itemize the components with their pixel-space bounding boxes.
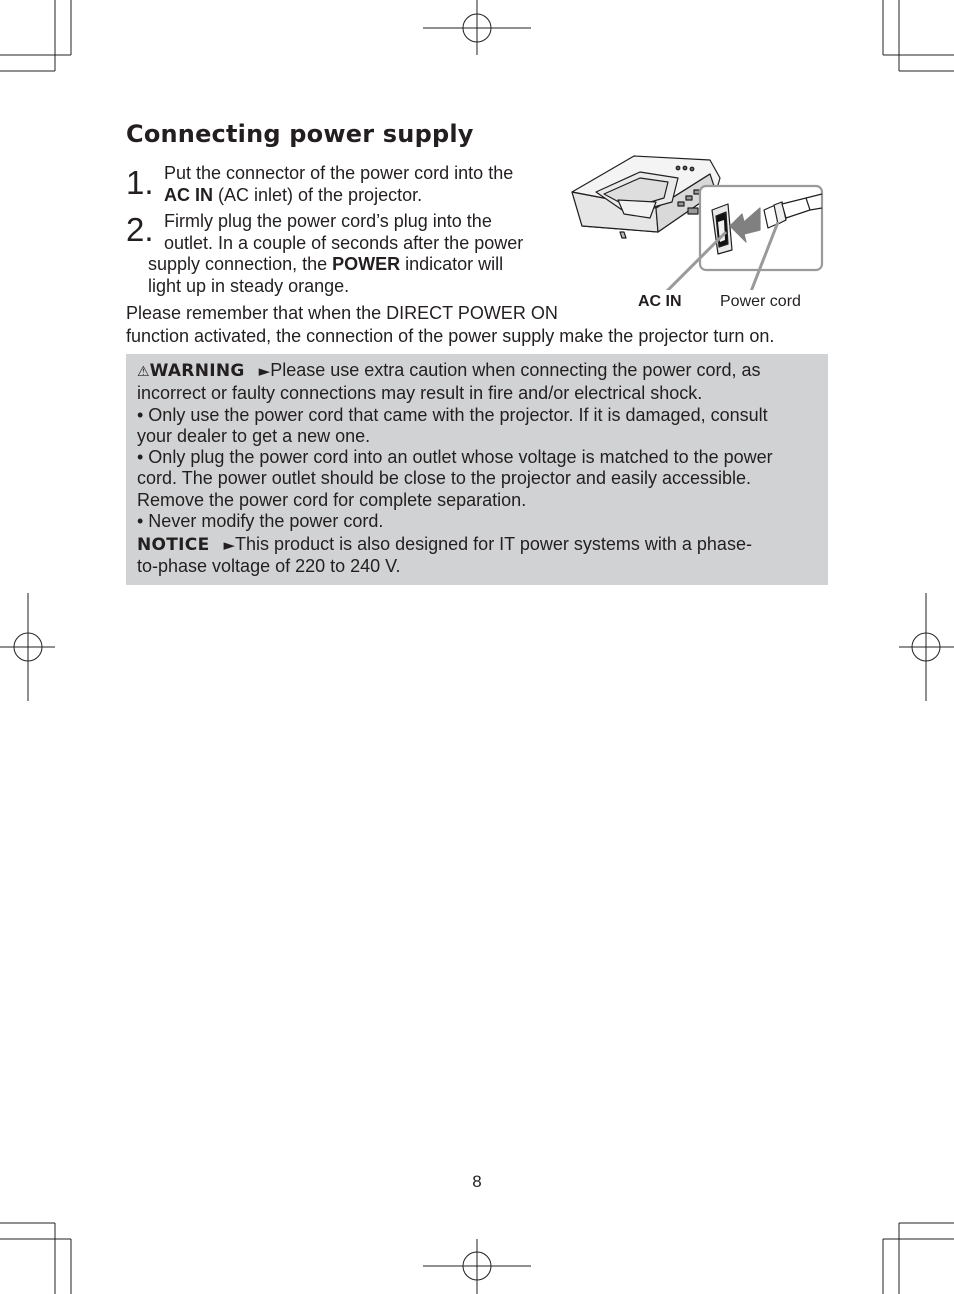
step-1-number: 1. — [126, 164, 154, 201]
warning-triangle-icon: ⚠ — [137, 364, 150, 380]
warning-keyword: WARNING — [149, 361, 245, 381]
warning-bullet-3: • Never modify the power cord. — [137, 511, 384, 532]
warning-arrow-icon: ► — [258, 362, 271, 380]
page-number: 8 — [472, 1172, 482, 1191]
warning-bullet-2-line-2: cord. The power outlet should be close to the projector and easily accessible. — [137, 468, 752, 489]
warning-bullet-1-line-2: your dealer to get a new one. — [137, 425, 371, 446]
step-1-text — [164, 163, 513, 206]
projector-power-illustration — [560, 150, 830, 290]
remember-line-2: function activated, the connection of the power supply make the projector turn on. — [126, 326, 775, 346]
step-2-line-2: outlet. In a couple of seconds after the power — [164, 232, 524, 253]
remember-line-1: Please remember that when the DIRECT POWER ON — [126, 303, 558, 323]
step-2-text — [148, 211, 524, 297]
warning-paragraph — [137, 360, 773, 532]
notice-keyword: NOTICE — [137, 535, 210, 555]
notice-line-2: to-phase voltage of 220 to 240 V. — [137, 556, 401, 577]
section-title: Connecting power supply — [126, 120, 474, 148]
notice-paragraph — [137, 534, 752, 578]
notice-line-1 — [137, 534, 752, 556]
step-1-line-1: Put the connector of the power cord into the — [164, 163, 514, 183]
warning-notice-box — [126, 354, 828, 585]
step-2-line-3-end: indicator will — [400, 254, 504, 274]
ac-in-label: AC IN — [638, 293, 682, 310]
step-2-line-1: Firmly plug the power cord’s plug into the — [164, 211, 492, 231]
step-2-line-3 — [148, 254, 523, 276]
warning-line-1 — [137, 360, 773, 383]
step-2-line-3-start: supply connection, the — [148, 254, 333, 274]
ac-in-term: AC IN — [164, 184, 213, 205]
notice-text-1: This product is also designed for IT power systems with a phase- — [235, 534, 752, 554]
warning-bullet-2-line-1: • Only plug the power cord into an outlet whose voltage is matched to the power — [137, 447, 773, 468]
warning-line-2: incorrect or faulty connections may result in fire and/or electrical shock. — [137, 383, 703, 404]
step-1-line-2-rest: (AC inlet) of the projector. — [213, 184, 423, 205]
warning-text-1: Please use extra caution when connecting the power cord, as — [270, 360, 761, 380]
step-2-line-4: light up in steady orange. — [148, 275, 350, 296]
step-1-line-2 — [164, 185, 513, 207]
power-indicator-term: POWER — [332, 254, 401, 274]
power-cord-label: Power cord — [720, 293, 801, 310]
warning-bullet-2-line-3: Remove the power cord for complete separation. — [137, 489, 527, 510]
warning-bullet-1-line-1: • Only use the power cord that came with the projector. If it is damaged, consult — [137, 404, 768, 425]
notice-arrow-icon: ► — [223, 536, 236, 554]
step-2-number: 2. — [126, 211, 154, 248]
